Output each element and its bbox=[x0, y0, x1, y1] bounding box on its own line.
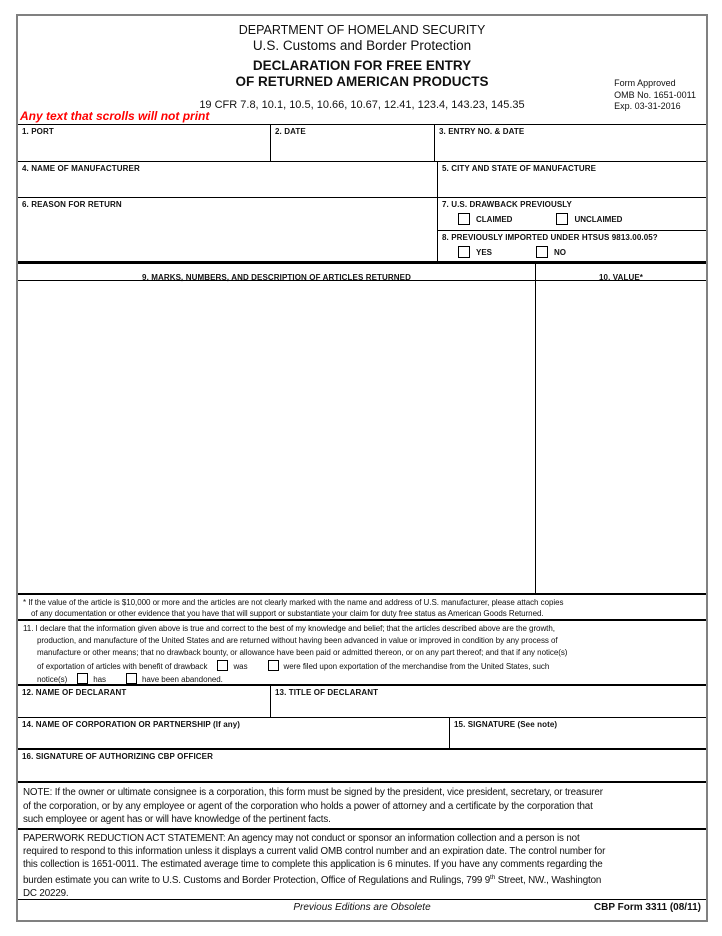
row-cbp-officer bbox=[18, 750, 706, 783]
field-13-label: 13. TITLE OF DECLARANT bbox=[275, 688, 379, 697]
cfr-citation: 19 CFR 7.8, 10.1, 10.5, 10.66, 10.67, 12.41, 123.4, 143.23, 145.35 bbox=[199, 99, 525, 111]
field-15-signature bbox=[449, 718, 706, 748]
drawback-options bbox=[458, 213, 702, 225]
declaration-11 bbox=[18, 621, 706, 686]
corporation-name-input[interactable] bbox=[18, 731, 449, 748]
note-line-2: of the corporation, or by any employee or agent of the corporation who holds a power of attorney and a certificate by the corporation that bbox=[23, 800, 593, 812]
field-1-label: 1. PORT bbox=[22, 127, 54, 136]
form-border bbox=[16, 14, 708, 922]
field-16-officer-signature bbox=[18, 750, 706, 781]
no-option bbox=[536, 246, 566, 258]
have-checkbox[interactable] bbox=[126, 673, 137, 684]
unclaimed-label: UNCLAIMED bbox=[574, 214, 623, 224]
field-4-manufacturer bbox=[18, 162, 437, 197]
field-3-label: 3. ENTRY NO. & DATE bbox=[439, 127, 525, 136]
field-14-label: 14. NAME OF CORPORATION OR PARTNERSHIP (If any) bbox=[22, 720, 241, 729]
field-13-declarant-title bbox=[270, 686, 706, 717]
field-14-corporation bbox=[18, 718, 449, 748]
reason-for-return-input[interactable] bbox=[18, 211, 437, 261]
form-header bbox=[18, 16, 706, 125]
department-name: DEPARTMENT OF HOMELAND SECURITY bbox=[238, 23, 486, 37]
date-input[interactable] bbox=[271, 138, 434, 161]
field-16-label: 16. SIGNATURE OF AUTHORIZING CBP OFFICER bbox=[22, 752, 213, 761]
was-checkbox[interactable] bbox=[217, 660, 228, 671]
field-8-label: 8. PREVIOUSLY IMPORTED UNDER HTSUS 9813.00.05? bbox=[442, 233, 658, 242]
htsus-options bbox=[458, 246, 702, 258]
field-12-label: 12. NAME OF DECLARANT bbox=[22, 688, 127, 697]
form-approved-text: Form Approved bbox=[614, 78, 676, 88]
pra-line-1: PAPERWORK REDUCTION ACT STATEMENT: An agency may not conduct or sponsor an information collection and a person is not bbox=[23, 833, 580, 844]
form-footer bbox=[18, 900, 706, 920]
pra-line-4 bbox=[23, 872, 701, 888]
has-checkbox[interactable] bbox=[77, 673, 88, 684]
city-state-input[interactable] bbox=[438, 175, 706, 197]
value-footnote bbox=[18, 595, 706, 621]
pra-line-5: DC 20229. bbox=[23, 887, 69, 899]
declaration-line-1: 11. I declare that the information given above is true and correct to the best of my knowledge and belief; that the articles described above are the growth, bbox=[23, 624, 555, 633]
declaration-line-5-text-b: have been abandoned. bbox=[141, 674, 223, 684]
claimed-checkbox[interactable] bbox=[458, 213, 470, 225]
omb-approval-block bbox=[614, 78, 696, 113]
value-cell bbox=[535, 281, 706, 593]
field-1-port bbox=[18, 125, 270, 161]
field-10-label: 10. VALUE* bbox=[599, 273, 643, 282]
articles-table-body bbox=[18, 281, 706, 595]
ordinal-superscript: th bbox=[490, 873, 496, 881]
signature-input[interactable] bbox=[450, 731, 706, 748]
has-label: has bbox=[93, 674, 106, 684]
declarant-name-input[interactable] bbox=[18, 699, 270, 717]
field-8-htsus bbox=[438, 231, 706, 261]
were-checkbox[interactable] bbox=[268, 660, 279, 671]
field-9-header bbox=[18, 264, 535, 280]
unclaimed-checkbox[interactable] bbox=[556, 213, 568, 225]
port-input[interactable] bbox=[18, 138, 270, 161]
row-corporation-signature bbox=[18, 718, 706, 750]
pra-line-3: this collection is 1651-0011. The estimated average time to complete this application is 6 minutes. If you have any comments regarding the bbox=[23, 858, 603, 870]
row-reason-drawback bbox=[18, 198, 706, 263]
entry-no-date-input[interactable] bbox=[435, 138, 706, 161]
pra-line-4-text-a: burden estimate you can write to U.S. Customs and Border Protection, Office of Regulations and Rulings, 799 9 bbox=[23, 874, 491, 886]
no-checkbox[interactable] bbox=[536, 246, 548, 258]
no-label: NO bbox=[554, 247, 567, 257]
declaration-line-3: manufacture or other means; that no drawback bounty, or allowance have been paid or admitted thereon, or on any part thereof; and that if any notice(s) bbox=[37, 648, 568, 658]
field-15-label: 15. SIGNATURE (See note) bbox=[454, 720, 558, 729]
manufacturer-input[interactable] bbox=[18, 175, 437, 197]
claimed-option bbox=[458, 213, 512, 225]
pra-line-4-text-b: Street, NW., Washington bbox=[495, 874, 602, 886]
unclaimed-option bbox=[556, 213, 622, 225]
form-number-text: CBP Form 3311 (08/11) bbox=[593, 902, 701, 913]
field-6-reason bbox=[18, 198, 437, 261]
omb-expiration: Exp. 03-31-2016 bbox=[614, 101, 681, 111]
scroll-warning-text: Any text that scrolls will not print bbox=[20, 109, 210, 123]
field-5-city-state bbox=[437, 162, 706, 197]
field-7-label: 7. U.S. DRAWBACK PREVIOUSLY bbox=[442, 200, 572, 209]
footnote-line-1: * If the value of the article is $10,000 or more and the articles are not clearly marked with the name and address of U.S. manufacturer, please attach copies bbox=[23, 598, 564, 607]
declaration-line-4-text-b: were filed upon exportation of the merchandise from the United States, such bbox=[283, 661, 550, 671]
note-paragraph bbox=[18, 783, 706, 830]
declaration-line-2: production, and manufacture of the United States and are returned without having been advanced in value or improved in condition by any process of bbox=[37, 636, 558, 646]
field-3-entry-no-date bbox=[434, 125, 706, 161]
field-2-date bbox=[270, 125, 434, 161]
was-label: was bbox=[233, 661, 248, 671]
pra-line-2: required to respond to this information unless it displays a current valid OMB control number and an expiration date. The control number for bbox=[23, 845, 606, 857]
row-declarant bbox=[18, 686, 706, 718]
value-input[interactable] bbox=[536, 281, 706, 593]
footnote-line-2: of any documentation or other evidence that you have that will support or substantiate your claim for duty free status as American Goods Returned. bbox=[31, 609, 544, 618]
row-manufacturer bbox=[18, 162, 706, 198]
field-12-declarant-name bbox=[18, 686, 270, 717]
field-9-label: 9. MARKS, NUMBERS, AND DESCRIPTION OF ARTICLES RETURNED bbox=[142, 273, 411, 282]
field-10-header bbox=[535, 264, 706, 280]
articles-table-header bbox=[18, 263, 706, 281]
declaration-line-4-text-a: of exportation of articles with benefit of drawback bbox=[37, 661, 208, 671]
field-7-drawback bbox=[438, 198, 706, 231]
omb-number: OMB No. 1651-0011 bbox=[614, 89, 696, 100]
claimed-label: CLAIMED bbox=[476, 214, 513, 224]
yes-label: YES bbox=[476, 247, 493, 257]
declaration-line-5 bbox=[23, 673, 701, 686]
articles-description-cell bbox=[18, 281, 535, 593]
bureau-name: U.S. Customs and Border Protection bbox=[252, 38, 472, 53]
field-6-label: 6. REASON FOR RETURN bbox=[22, 200, 122, 209]
declarant-title-input[interactable] bbox=[271, 699, 706, 717]
articles-description-input[interactable] bbox=[18, 281, 535, 593]
paperwork-reduction-statement bbox=[18, 830, 706, 900]
officer-signature-input[interactable] bbox=[18, 763, 706, 781]
row-port-date-entry bbox=[18, 125, 706, 162]
yes-option bbox=[458, 246, 492, 258]
declaration-line-4 bbox=[23, 660, 701, 673]
field-2-label: 2. DATE bbox=[275, 127, 306, 136]
declaration-line-5-text-a: notice(s) bbox=[37, 674, 68, 684]
yes-checkbox[interactable] bbox=[458, 246, 470, 258]
form-title-line2: OF RETURNED AMERICAN PRODUCTS bbox=[235, 74, 489, 89]
note-line-3: such employee or agent has or will have knowledge of the pertinent facts. bbox=[23, 814, 331, 825]
field-4-label: 4. NAME OF MANUFACTURER bbox=[22, 164, 140, 173]
form-title-line1: DECLARATION FOR FREE ENTRY bbox=[252, 58, 472, 73]
note-line-1: NOTE: If the owner or ultimate consignee is a corporation, this form must be signed by the president, vice president, secretary, or treasurer bbox=[23, 787, 603, 798]
previous-editions-text: Previous Editions are Obsolete bbox=[293, 902, 431, 913]
field-5-label: 5. CITY AND STATE OF MANUFACTURE bbox=[442, 164, 597, 173]
drawback-column bbox=[437, 198, 706, 261]
